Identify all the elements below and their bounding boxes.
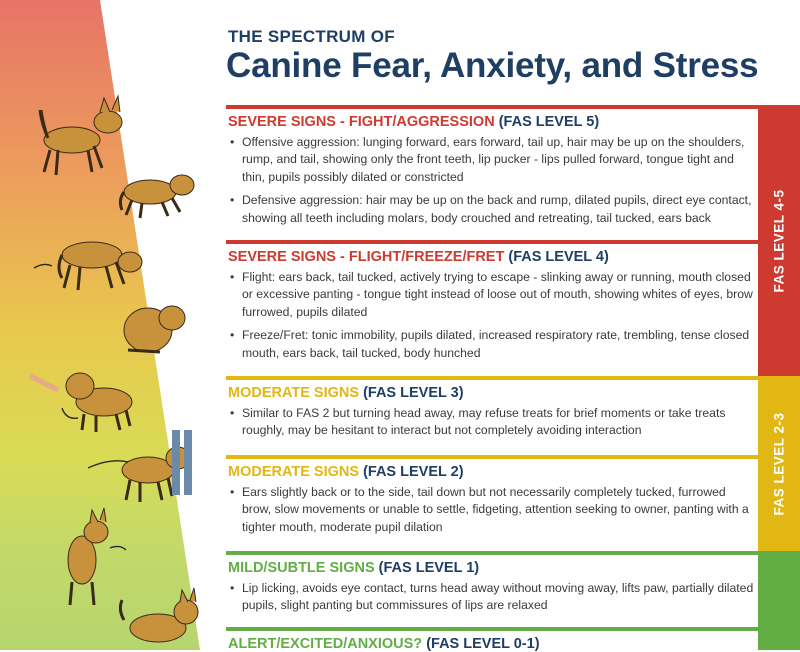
motion-arrow-icon: [110, 546, 126, 550]
list-item: • Flight: ears back, tail tucked, actively trying to escape - slinking away or running, mouth closed or excessive panting - tongue tight instead of loose out of mouth, showing whites of eyes, brow furrowed, pupils dilated: [242, 269, 758, 321]
dog-illustrations: [0, 0, 210, 650]
section-fas-2: [228, 464, 758, 542]
section-divider: [226, 376, 758, 380]
list-item: • Freeze/Fret: tonic immobility, pupils dilated, increased respiratory rate, trembling, tense closed mouth, ears back, tail tucked, body hunched: [242, 327, 758, 362]
list-item: • Lip licking, avoids eye contact, turns head away without moving away, lifts paw, partially dilated pupils, slight panting but commissures of lips are relaxed: [242, 580, 758, 615]
section-divider: [226, 627, 758, 631]
list-item: • Offensive aggression: lunging forward, ears forward, tail up, hair may be up on the shoulders, rump, and tail, showing only the front teeth, lip pucker - lips pulled forward, tongue tight and thin, pupils possibly dilated or constricted: [242, 134, 758, 186]
motion-arrow-icon: [62, 408, 78, 418]
dog-alert-icon: [120, 588, 198, 642]
dog-defensive-icon: [120, 175, 194, 218]
section-divider: [226, 551, 758, 555]
motion-arrow-icon: [34, 264, 52, 268]
section-fas-4: [228, 249, 758, 368]
section-heading: MODERATE SIGNS: [228, 464, 360, 480]
dog-freeze-icon: [124, 306, 185, 352]
section-divider: [226, 240, 758, 244]
page-title: Canine Fear, Anxiety, and Stress: [226, 46, 759, 85]
section-title: [228, 114, 758, 130]
section-title: [228, 464, 758, 480]
section-title: [228, 249, 758, 265]
section-heading: ALERT/EXCITED/ANXIOUS?: [228, 636, 423, 652]
list-item: • Similar to FAS 2 but turning head away, may refuse treats for brief moments or take treats roughly, may be hesitant to interact but not completely avoiding interaction: [242, 405, 758, 440]
section-heading: MODERATE SIGNS: [228, 385, 360, 401]
dog-flight-icon: [59, 242, 142, 290]
header-subtitle: THE SPECTRUM OF: [228, 27, 395, 46]
section-level: (FAS LEVEL 5): [498, 114, 600, 130]
list-item: • Ears slightly back or to the side, tail down but not necessarily completely tucked, furrowed brow, slow movements or unable to settle, fidgeting, attention seeking to owner, panting with a tighter mouth, moderate pupil dilation: [242, 484, 758, 536]
motion-arrow-icon: [88, 461, 128, 468]
section-level: (FAS LEVEL 0-1): [426, 636, 540, 652]
section-heading: SEVERE SIGNS - FLIGHT/FREEZE/FRET: [228, 249, 505, 265]
side-label: FAS LEVEL 4-5: [771, 188, 787, 293]
list-item: • Defensive aggression: hair may be up on the back and rump, dilated pupils, direct eye contact, showing all teeth including molars, body crouched and retreating, tail tucked, ears back: [242, 192, 758, 227]
section-level: (FAS LEVEL 1): [378, 560, 480, 576]
side-band-fas-4-5: [758, 105, 800, 376]
dog-mild-icon: [68, 508, 108, 605]
section-divider: [226, 105, 758, 109]
hand-icon: [30, 376, 58, 390]
side-band-fas-2-3: [758, 376, 800, 551]
section-divider: [226, 455, 758, 459]
section-level: (FAS LEVEL 2): [363, 464, 464, 480]
section-fas-1: [228, 560, 758, 621]
section-title: [228, 560, 758, 576]
section-level: (FAS LEVEL 3): [363, 385, 464, 401]
dog-moderate-3-icon: [66, 373, 132, 432]
section-fas-3: [228, 385, 758, 446]
section-fas-5: [228, 114, 758, 233]
dog-offensive-icon: [40, 96, 122, 175]
section-title: [228, 385, 758, 401]
section-heading: MILD/SUBTLE SIGNS: [228, 560, 375, 576]
section-heading: SEVERE SIGNS - FIGHT/AGGRESSION: [228, 114, 495, 130]
section-level: (FAS LEVEL 4): [508, 249, 609, 265]
side-label: FAS LEVEL 2-3: [771, 411, 787, 516]
side-band-fas-0-1: [758, 551, 800, 650]
